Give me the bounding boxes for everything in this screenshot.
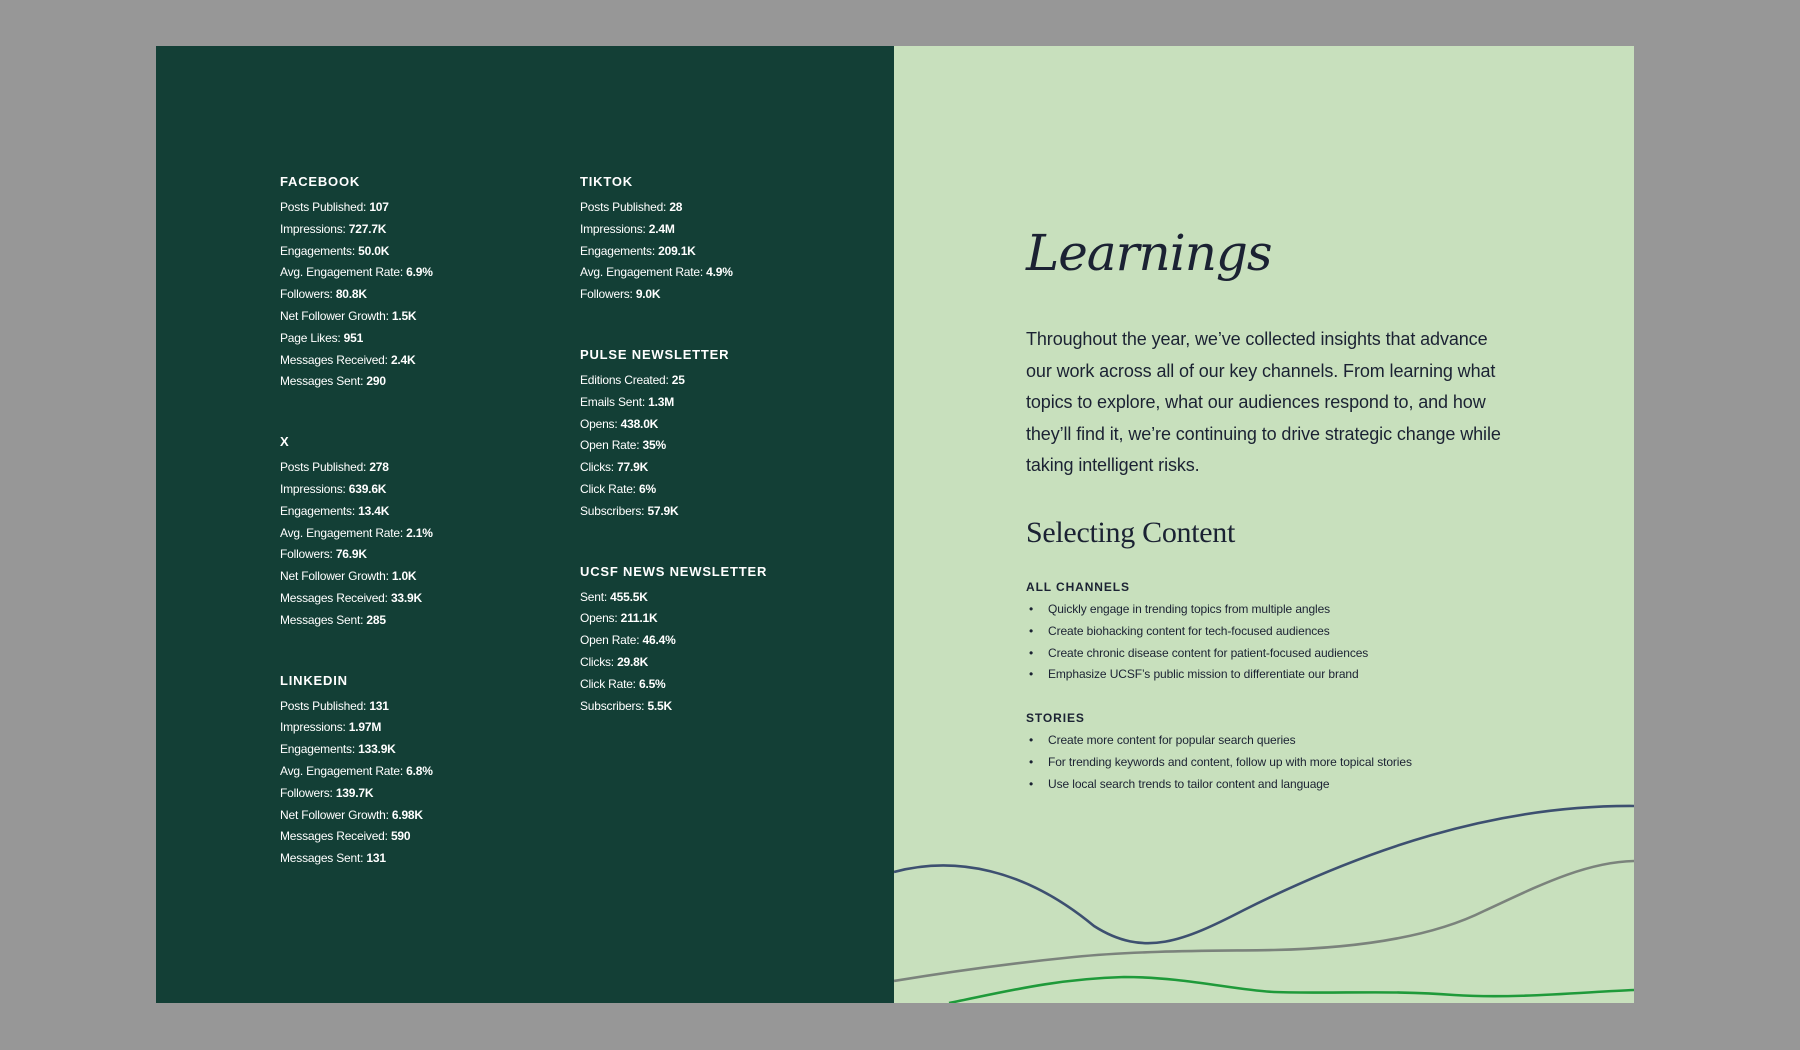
stories-heading: STORIES bbox=[1026, 711, 1085, 725]
stat-label: Messages Sent: bbox=[280, 851, 364, 866]
stat-line bbox=[280, 262, 540, 284]
stat-value: 76.9K bbox=[335, 547, 367, 562]
stat-list bbox=[280, 457, 540, 631]
bullet-icon: • bbox=[1029, 667, 1034, 682]
stat-value: 33.9K bbox=[390, 590, 422, 605]
stat-value: 77.9K bbox=[617, 460, 649, 475]
stat-line bbox=[580, 501, 860, 523]
bullet-icon: • bbox=[1029, 623, 1034, 638]
stat-label: Clicks: bbox=[580, 460, 614, 475]
stat-heading: TIKTOK bbox=[580, 174, 633, 189]
stat-value: 6.98K bbox=[391, 807, 423, 822]
stat-line bbox=[280, 696, 540, 718]
stat-list bbox=[280, 696, 540, 870]
stat-line bbox=[280, 197, 540, 219]
stat-label: Sent: bbox=[580, 589, 608, 604]
stat-line bbox=[280, 457, 540, 479]
stat-label: Subscribers: bbox=[580, 698, 645, 713]
stat-line bbox=[580, 587, 860, 609]
list-item-text: Emphasize UCSF’s public mission to differentiate our brand bbox=[1048, 667, 1359, 682]
bullet-icon: • bbox=[1029, 776, 1034, 791]
stat-line bbox=[580, 652, 860, 674]
stat-value: 2.4M bbox=[648, 221, 675, 236]
right-page-learnings bbox=[894, 46, 1634, 1003]
bullet-icon: • bbox=[1029, 754, 1034, 769]
stat-line bbox=[280, 306, 540, 328]
stat-line bbox=[580, 414, 860, 436]
stat-value: 2.4K bbox=[390, 352, 416, 367]
list-item-text: Create biohacking content for tech-focused audiences bbox=[1048, 623, 1330, 638]
stat-list bbox=[280, 197, 540, 393]
stat-label: Impressions: bbox=[280, 481, 346, 496]
stat-label: Subscribers: bbox=[580, 503, 645, 518]
all-channels-heading: ALL CHANNELS bbox=[1026, 580, 1130, 594]
document-spread bbox=[156, 46, 1634, 1003]
stat-list bbox=[580, 197, 860, 306]
stat-value: 80.8K bbox=[335, 287, 367, 302]
stat-value: 639.6K bbox=[348, 481, 387, 496]
stat-label: Net Follower Growth: bbox=[280, 569, 389, 584]
stat-line bbox=[280, 717, 540, 739]
stat-line bbox=[280, 783, 540, 805]
stat-label: Followers: bbox=[280, 287, 333, 302]
stat-heading: UCSF NEWS NEWSLETTER bbox=[580, 563, 768, 579]
stat-label: Followers: bbox=[280, 785, 333, 800]
wave-navy-line bbox=[894, 806, 1634, 943]
facebook-stats bbox=[280, 173, 540, 393]
stat-value: 278 bbox=[369, 460, 389, 475]
stat-label: Click Rate: bbox=[580, 481, 636, 496]
stat-label: Opens: bbox=[580, 416, 618, 431]
stat-label: Avg. Engagement Rate: bbox=[280, 763, 403, 778]
stat-line bbox=[280, 588, 540, 610]
stat-line bbox=[280, 566, 540, 588]
decorative-waves bbox=[894, 46, 1634, 1003]
bullet-icon: • bbox=[1029, 733, 1034, 747]
stat-value: 50.0K bbox=[358, 243, 390, 258]
stat-line bbox=[580, 370, 860, 392]
tiktok-stats bbox=[580, 173, 860, 306]
stat-value: 1.3M bbox=[648, 394, 674, 409]
bullet-icon: • bbox=[1029, 602, 1034, 616]
stat-label: Posts Published: bbox=[580, 200, 667, 214]
stat-line bbox=[280, 805, 540, 827]
stat-label: Messages Received: bbox=[280, 352, 388, 367]
stat-label: Avg. Engagement Rate: bbox=[280, 265, 403, 280]
x-stats bbox=[280, 433, 540, 631]
stat-label: Messages Sent: bbox=[280, 374, 364, 389]
stat-label: Posts Published: bbox=[280, 200, 367, 214]
stat-label: Impressions: bbox=[280, 221, 346, 236]
stat-label: Click Rate: bbox=[580, 676, 636, 691]
stat-value: 46.4% bbox=[642, 633, 676, 648]
stat-label: Engagements: bbox=[280, 243, 355, 258]
ucsf-news-newsletter-stats bbox=[580, 563, 860, 718]
stat-value: 285 bbox=[366, 612, 386, 627]
stat-value: 2.1% bbox=[406, 525, 433, 540]
stat-label: Avg. Engagement Rate: bbox=[280, 525, 403, 540]
stat-label: Opens: bbox=[580, 611, 618, 626]
stat-label: Messages Received: bbox=[280, 829, 388, 844]
stat-label: Engagements: bbox=[280, 503, 355, 518]
stat-line bbox=[580, 241, 860, 263]
stat-value: 139.7K bbox=[335, 785, 374, 800]
stat-line bbox=[280, 219, 540, 241]
stat-value: 438.0K bbox=[620, 416, 659, 431]
stat-value: 25 bbox=[671, 372, 685, 387]
stat-label: Clicks: bbox=[580, 654, 614, 669]
stat-value: 6.5% bbox=[638, 676, 666, 691]
stats-column-2 bbox=[580, 173, 860, 757]
stat-value: 1.0K bbox=[391, 569, 417, 584]
stat-value: 13.4K bbox=[358, 503, 390, 518]
stat-label: Net Follower Growth: bbox=[280, 308, 389, 323]
stat-list bbox=[580, 587, 860, 718]
stat-label: Messages Received: bbox=[280, 590, 388, 605]
stat-line bbox=[280, 501, 540, 523]
linkedin-stats bbox=[280, 672, 540, 870]
stat-line bbox=[580, 457, 860, 479]
stat-line bbox=[580, 630, 860, 652]
stat-line bbox=[580, 197, 860, 219]
stat-value: 107 bbox=[369, 200, 389, 214]
stat-line bbox=[280, 544, 540, 566]
stat-line bbox=[280, 523, 540, 545]
stat-label: Editions Created: bbox=[580, 372, 669, 387]
stat-line bbox=[280, 479, 540, 501]
page-title: Learnings bbox=[1026, 224, 1272, 282]
stat-value: 727.7K bbox=[348, 221, 387, 236]
stat-value: 9.0K bbox=[635, 287, 661, 302]
wave-green-line bbox=[949, 977, 1634, 1003]
stat-value: 57.9K bbox=[647, 503, 679, 518]
stat-value: 131 bbox=[369, 698, 389, 713]
stat-line bbox=[580, 284, 860, 306]
stat-line bbox=[280, 761, 540, 783]
list-item-text: Create chronic disease content for patient-focused audiences bbox=[1048, 645, 1369, 660]
stat-value: 29.8K bbox=[617, 654, 649, 669]
pulse-newsletter-stats bbox=[580, 346, 860, 523]
stat-value: 290 bbox=[366, 374, 386, 389]
list-item-text: Create more content for popular search queries bbox=[1048, 733, 1296, 747]
bullet-icon: • bbox=[1029, 645, 1034, 660]
stat-label: Followers: bbox=[280, 547, 333, 562]
stat-label: Engagements: bbox=[280, 742, 355, 757]
stat-line bbox=[280, 328, 540, 350]
stat-value: 131 bbox=[366, 851, 386, 866]
stat-value: 28 bbox=[669, 200, 683, 214]
stat-line bbox=[580, 392, 860, 414]
stat-list bbox=[580, 370, 860, 523]
stat-line bbox=[580, 219, 860, 241]
stat-value: 6.8% bbox=[406, 763, 433, 778]
stat-label: Avg. Engagement Rate: bbox=[580, 265, 703, 280]
stat-value: 4.9% bbox=[706, 265, 733, 280]
stats-column-1 bbox=[280, 173, 540, 910]
stat-value: 6.9% bbox=[406, 265, 433, 280]
stat-line bbox=[280, 371, 540, 393]
stat-value: 951 bbox=[343, 330, 364, 345]
stat-line bbox=[280, 350, 540, 372]
stat-line bbox=[280, 739, 540, 761]
intro-paragraph: Throughout the year, we’ve collected insights that advance our work across all of our key channels. From learning what topics to explore, what our audiences respond to, and how they’ll find it, we’re continuing to drive strategic change while taking intelligent risks. bbox=[1026, 329, 1501, 475]
list-item-text: Use local search trends to tailor content and language bbox=[1048, 776, 1330, 791]
stat-value: 211.1K bbox=[620, 611, 658, 626]
stat-value: 209.1K bbox=[658, 243, 696, 258]
stat-label: Posts Published: bbox=[280, 460, 367, 475]
stat-value: 1.97M bbox=[348, 720, 382, 735]
stat-line bbox=[580, 262, 860, 284]
stat-value: 6% bbox=[638, 481, 656, 496]
stat-heading: FACEBOOK bbox=[280, 174, 361, 189]
stat-label: Net Follower Growth: bbox=[280, 807, 389, 822]
stat-heading: PULSE NEWSLETTER bbox=[580, 346, 730, 362]
stat-line bbox=[280, 848, 540, 870]
list-item-text: For trending keywords and content, follow up with more topical stories bbox=[1048, 754, 1412, 769]
stat-line bbox=[580, 696, 860, 718]
stat-value: 1.5K bbox=[391, 308, 417, 323]
stat-label: Open Rate: bbox=[580, 633, 640, 648]
stat-heading: X bbox=[280, 434, 290, 450]
stat-value: 35% bbox=[642, 438, 666, 453]
stat-label: Open Rate: bbox=[580, 438, 640, 453]
stat-line bbox=[580, 435, 860, 457]
section-title: Selecting Content bbox=[1026, 516, 1236, 549]
left-page-stats bbox=[156, 46, 894, 1003]
stat-heading: LINKEDIN bbox=[280, 672, 348, 688]
stat-label: Posts Published: bbox=[280, 698, 367, 713]
stat-value: 133.9K bbox=[358, 742, 396, 757]
stat-label: Page Likes: bbox=[280, 330, 341, 345]
stat-line bbox=[280, 610, 540, 632]
stat-line bbox=[280, 241, 540, 263]
stat-label: Impressions: bbox=[580, 221, 646, 236]
wave-gray-line bbox=[894, 861, 1634, 981]
stat-line bbox=[580, 479, 860, 501]
stat-label: Impressions: bbox=[280, 720, 346, 735]
stat-label: Engagements: bbox=[580, 243, 655, 258]
list-item-text: Quickly engage in trending topics from multiple angles bbox=[1048, 602, 1331, 616]
stat-label: Followers: bbox=[580, 287, 633, 302]
stat-label: Messages Sent: bbox=[280, 612, 364, 627]
stat-line bbox=[580, 674, 860, 696]
stat-label: Emails Sent: bbox=[580, 394, 645, 409]
stat-value: 455.5K bbox=[610, 589, 648, 604]
stat-line bbox=[580, 608, 860, 630]
stat-line bbox=[280, 826, 540, 848]
stat-value: 590 bbox=[390, 829, 411, 844]
stat-value: 5.5K bbox=[647, 698, 672, 713]
stat-line bbox=[280, 284, 540, 306]
